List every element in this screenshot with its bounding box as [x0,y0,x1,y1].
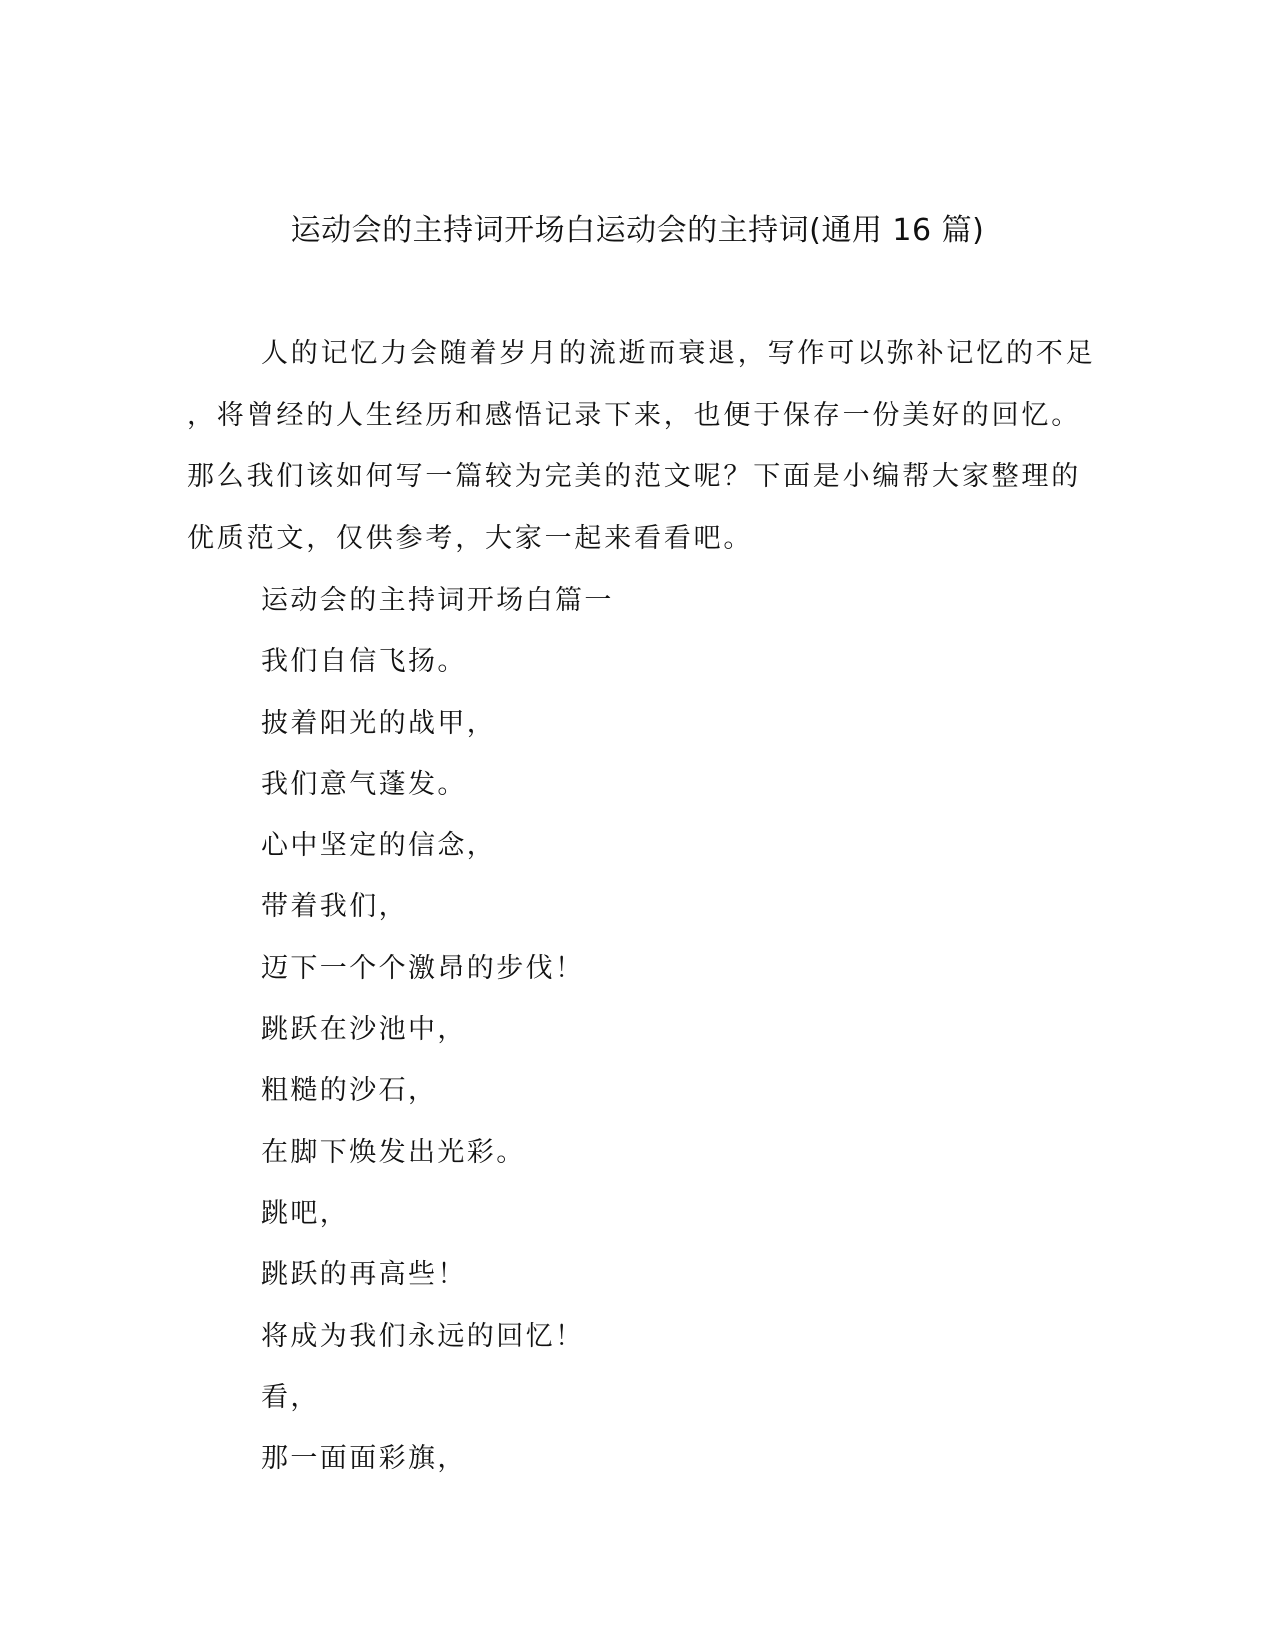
text-line: 迈下一个个激昂的步伐！ [261,952,585,984]
intro-paragraph [187,323,1096,569]
text-line: 跳跃的再高些！ [261,1259,467,1291]
intro-line: 优质范文，仅供参考，大家一起来看看吧。 [187,522,754,554]
text-line: 在脚下焕发出光彩。 [261,1136,526,1168]
text-line: 跳吧， [261,1197,350,1229]
text-line: 跳跃在沙池中， [261,1014,467,1046]
text-line: 带着我们， [261,891,408,923]
text-line: 看， [261,1381,320,1413]
intro-line: 那么我们该如何写一篇较为完美的范文呢？下面是小编帮大家整理的 [187,461,1081,492]
text-line: 我们意气蓬发。 [261,768,467,800]
section-heading: 运动会的主持词开场白篇一 [261,585,614,616]
text-line: 将成为我们永远的回忆！ [261,1320,585,1352]
text-line: 心中坚定的信念， [261,830,497,862]
text-line: 披着阳光的战甲， [261,707,497,739]
text-line: 粗糙的沙石， [261,1075,438,1107]
intro-line: 人的记忆力会随着岁月的流逝而衰退，写作可以弥补记忆的不足 [261,338,1096,369]
text-line: 那一面面彩旗， [261,1443,467,1475]
body-text [261,570,614,1489]
text-line: 我们自信飞扬。 [261,646,467,678]
intro-line: ，将曾经的人生经历和感悟记录下来，也便于保存一份美好的回忆。 [187,399,1081,431]
document-title: 运动会的主持词开场白运动会的主持词(通用 16 篇) [290,213,985,248]
